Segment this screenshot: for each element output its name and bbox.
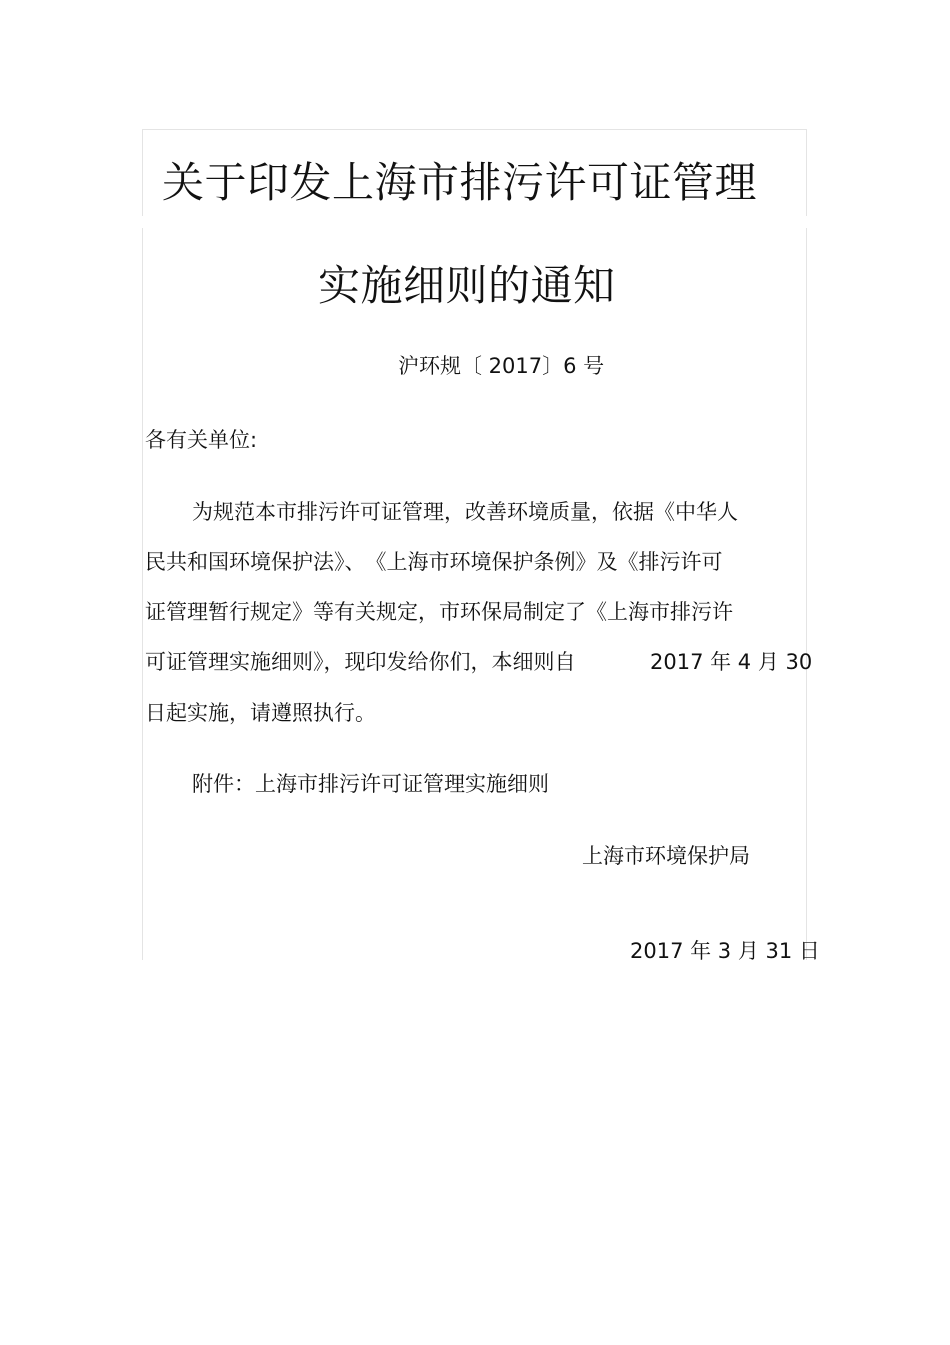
salutation: 各有关单位:: [145, 428, 258, 452]
paragraph-line-2: 民共和国环境保护法》、 《上海市环境保护条例》及《排污许可: [145, 550, 723, 574]
paragraph-line-1: 为规范本市排污许可证管理，改善环境质量，依据《中华人: [192, 500, 738, 524]
frame-left-line-lower: [142, 228, 143, 960]
title-line-1: 关于印发上海市排污许可证管理: [162, 158, 758, 207]
frame-right-line-lower: [806, 228, 807, 960]
issue-date: 2017 年 3 月 31 日: [630, 939, 820, 963]
paragraph-line-4: 可证管理实施细则》，现印发给你们，本细则自: [145, 650, 576, 674]
paragraph-line-3: 证管理暂行规定》等有关规定，市环保局制定了《上海市排污许: [145, 600, 733, 624]
document-number: 沪环规〔 2017〕6 号: [398, 354, 605, 378]
frame-right-line-upper: [806, 129, 807, 216]
issuer: 上海市环境保护局: [582, 844, 750, 868]
title-line-2: 实施细则的通知: [318, 261, 616, 310]
paragraph-effective-date: 2017 年 4 月 30: [650, 650, 813, 674]
paragraph-line-5: 日起实施，请遵照执行。: [145, 701, 376, 725]
frame-left-line-upper: [142, 129, 143, 216]
frame-top-line: [142, 129, 807, 130]
attachment-line: 附件：上海市排污许可证管理实施细则: [192, 772, 549, 796]
